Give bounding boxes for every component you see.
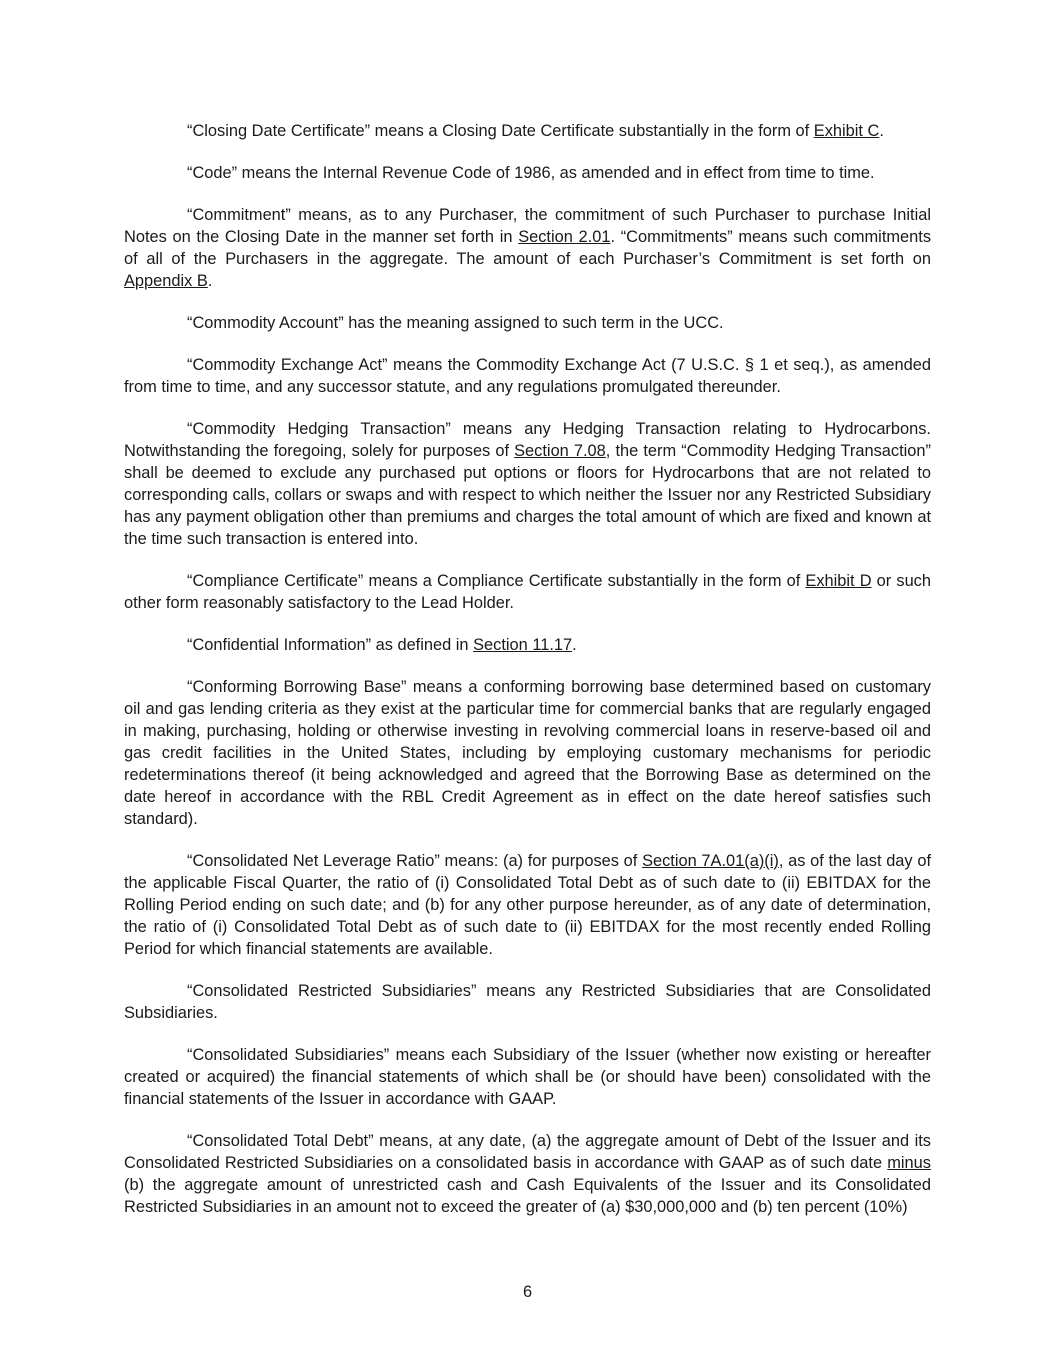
document-body <box>124 120 931 1238</box>
definition-closing-date-certificate <box>124 120 931 142</box>
defined-term: “Code” <box>187 164 238 182</box>
definition-text: means any Hedging Transaction relating to Hydrocarbons. Notwithstanding the foregoing, solely for purposes of <box>124 420 931 460</box>
cross-reference-link[interactable]: Section 7A.01(a)(i) <box>642 852 779 870</box>
defined-term: “Consolidated Net Leverage Ratio” <box>187 852 440 870</box>
definition-text: means, as to any Purchaser, the commitment of such Purchaser to purchase Initial Notes on the Closing Date in the manner set forth in <box>124 206 931 246</box>
definition-text: means a Compliance Certificate substantially in the form of <box>363 572 806 590</box>
defined-term: “Consolidated Subsidiaries” <box>187 1046 390 1064</box>
definition-commitment <box>124 204 931 292</box>
definition-text: means the Internal Revenue Code of 1986, as amended and in effect from time to time. <box>237 164 875 182</box>
definition-consolidated-net-leverage-ratio <box>124 850 931 960</box>
definition-text: has the meaning assigned to such term in the UCC. <box>343 314 724 332</box>
defined-term: “Consolidated Restricted Subsidiaries” <box>187 982 477 1000</box>
definition-text: means a Closing Date Certificate substantially in the form of <box>370 122 814 140</box>
definition-commodity-account <box>124 312 931 334</box>
definition-text: means: (a) for purposes of <box>439 852 643 870</box>
definition-text: , the term “Commodity Hedging Transaction” shall be deemed to exclude any purchased put options or floors for Hydrocarbons that are not related to corresponding calls, collars or swaps and with respect to which neither the Issuer nor any Restricted Subsidiary has any payment obligation other than premiums and charges the total amount of which are fixed and known at the time such transaction is entered into. <box>124 442 931 548</box>
emphasis-minus: minus <box>887 1154 931 1172</box>
definition-consolidated-total-debt <box>124 1130 931 1218</box>
cross-reference-link[interactable]: Section 2.01 <box>518 228 611 246</box>
definition-code <box>124 162 931 184</box>
defined-term: “Consolidated Total Debt” <box>187 1132 374 1150</box>
definition-text: as defined in <box>371 636 474 654</box>
definition-text: , as of the last day of the applicable Fiscal Quarter, the ratio of (i) Consolidated Total Debt as of such date to (ii) EBITDAX for the Rolling Period ending on such date; and (b) for any other purpose hereunder, as of any date of determination, the ratio of (i) Consolidated Total Debt as of such date to (ii) EBITDAX for the most recently ended Rolling Period for which financial statements are available. <box>124 852 931 958</box>
defined-term: “Commodity Exchange Act” <box>187 356 388 374</box>
definition-compliance-certificate <box>124 570 931 614</box>
cross-reference-link[interactable]: Appendix B <box>124 272 208 290</box>
defined-term: “Compliance Certificate” <box>187 572 364 590</box>
cross-reference-link[interactable]: Exhibit D <box>805 572 872 590</box>
definition-text: (b) the aggregate amount of unrestricted cash and Cash Equivalents of the Issuer and its Consolidated Restricted Subsidiaries in an amount not to exceed the greater of (a) $30,000,000 and (b) ten percent (10%) <box>124 1176 931 1216</box>
defined-term: “Conforming Borrowing Base” <box>187 678 407 696</box>
cross-reference-link[interactable]: Section 7.08 <box>514 442 606 460</box>
definition-confidential-information <box>124 634 931 656</box>
definition-consolidated-restricted-subsidiaries <box>124 980 931 1024</box>
definition-consolidated-subsidiaries <box>124 1044 931 1110</box>
definition-text: . <box>207 272 213 290</box>
definition-text: means, at any date, (a) the aggregate amount of Debt of the Issuer and its Consolidated Restricted Subsidiaries on a consolidated basis in accordance with GAAP as of such date <box>124 1132 931 1172</box>
page-number: 6 <box>522 1283 533 1301</box>
definition-conforming-borrowing-base <box>124 676 931 830</box>
definition-text: . <box>572 636 577 654</box>
defined-term: “Commodity Account” <box>187 314 344 332</box>
definition-text: or such other form reasonably satisfactory to the Lead Holder. <box>124 572 931 612</box>
defined-term: “Closing Date Certificate” <box>187 122 371 140</box>
defined-term: “Confidential Information” <box>187 636 372 654</box>
definition-text: . “Commitments” means such commitments of all of the Purchasers in the aggregate. The amount of each Purchaser’s Commitment is set forth on <box>124 228 932 268</box>
definition-text: . <box>879 122 884 140</box>
definition-text: means a conforming borrowing base determined based on customary oil and gas lending criteria as they exist at the particular time for commercial banks that are regularly engaged in making, purchasing, holding or otherwise investing in revolving commercial loans in reserve-based oil and gas credit facilities in the United States, including by employing customary mechanisms for periodic redeterminations thereof (it being acknowledged and agreed that the Borrowing Base as determined on the date hereof in accordance with the RBL Credit Agreement as in effect on the date hereof satisfies such standard). <box>124 678 931 828</box>
cross-reference-link[interactable]: Section 11.17 <box>473 636 573 654</box>
definition-commodity-exchange-act <box>124 354 931 398</box>
defined-term: “Commitment” <box>187 206 291 224</box>
definition-text: means the Commodity Exchange Act (7 U.S.C. § 1 et seq.), as amended from time to time, and any successor statute, and any regulations promulgated thereunder. <box>124 356 931 396</box>
definition-text: means each Subsidiary of the Issuer (whether now existing or hereafter created or acquired) the financial statements of which shall be (or should have been) consolidated with the financial statements of the Issuer in accordance with GAAP. <box>124 1046 931 1108</box>
definition-text: means any Restricted Subsidiaries that are Consolidated Subsidiaries. <box>124 982 931 1022</box>
defined-term: “Commodity Hedging Transaction” <box>187 420 451 438</box>
definition-commodity-hedging-transaction <box>124 418 931 550</box>
cross-reference-link[interactable]: Exhibit C <box>813 122 880 140</box>
